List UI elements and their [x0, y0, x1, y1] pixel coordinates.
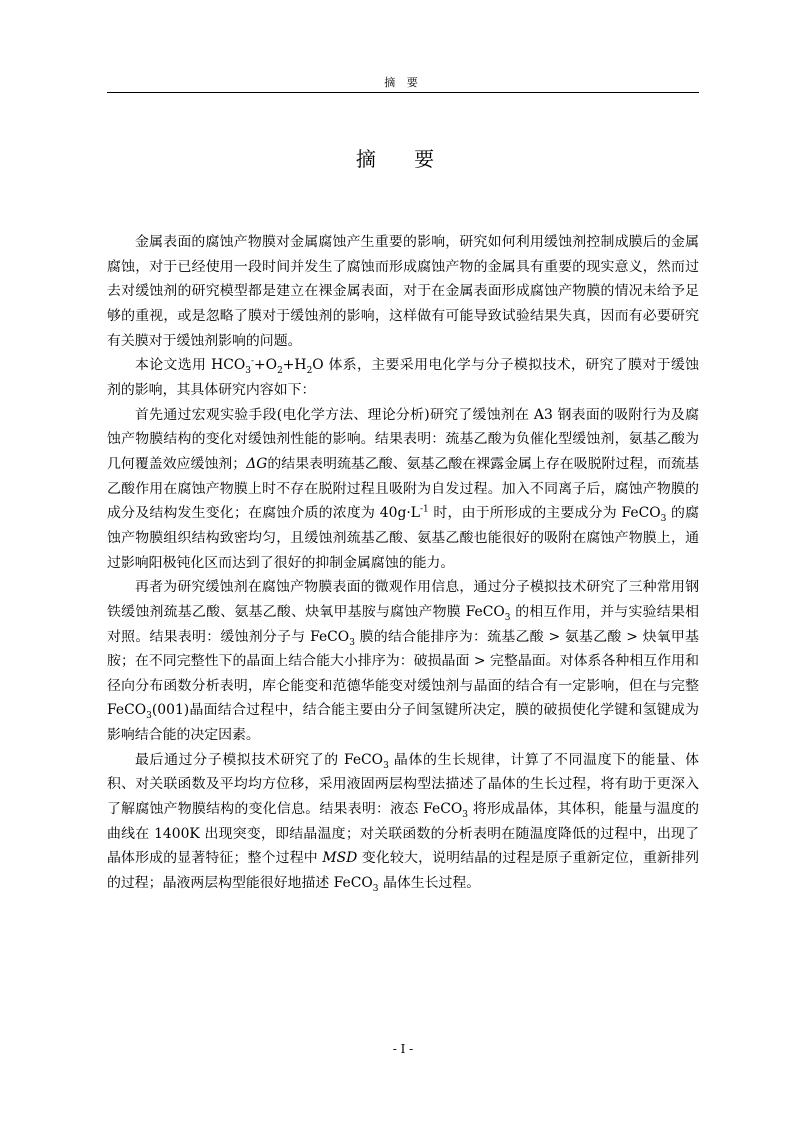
paragraph-1: 金属表面的腐蚀产物膜对金属腐蚀产生重要的影响，研究如何利用缓蚀剂控制成膜后的金属腐蚀，对于已经使用一段时间并发生了腐蚀而形成腐蚀产物的金属具有重要的现实意义，然而过去对缓蚀剂的研究模型都是建立在裸金属表面，对于在金属表面形成腐蚀产物膜的情况未给予足够的重视，或是忽略了膜对于缓蚀剂的影响，这样做有可能导致试验结果失真，因而有必要研究有关膜对于缓蚀剂影响的问题。	[107, 234, 699, 349]
paragraph-4: 再者为研究缓蚀剂在腐蚀产物膜表面的微观作用信息，通过分子模拟技术研究了三种常用钢铁缓蚀剂巯基乙酸、氨基乙酸、炔氧甲基胺与腐蚀产物膜 FeCO$_3$ 的相互作用，并与实验结果相对照。结果表明：缓蚀剂分子与 FeCO$_3$ 膜的结合能排序为：巯基乙酸 > 氨基乙酸 > 炔氧甲基胺；在不同完整性下的晶面上结合能大小排序为：破损晶面 > 完整晶面。对体系各种相互作用和径向分布函数分析表明，库仑能变和范德华能变对缓蚀剂与晶面的结合有一定影响，但在与完整 FeCO$_3$(001)晶面结合过程中，结合能主要由分子间氢键所决定，膜的破损使化学键和氢键成为影响结合能的决定因素。	[107, 579, 699, 744]
paragraph-2: 本论文选用 $HCO_3^-+O_2+H_2O$ 体系，主要采用电化学与分子模拟技术，研究了膜对于缓蚀剂的影响，其具体研究内容如下：	[107, 356, 699, 398]
running-header: 摘 要	[384, 76, 422, 89]
page-number: - I -	[392, 1042, 414, 1056]
paragraph-5: 最后通过分子模拟技术研究了的 FeCO$_3$ 晶体的生长规律，计算了不同温度下的能量、体积、对关联函数及平均均方位移，采用液固两层构型法描述了晶体的生长过程，将有助于更深入了解腐蚀产物膜结构的变化信息。结果表明：液态 FeCO$_3$ 将形成晶体，其体积，能量与温度的曲线在 1400K 出现突变，即结晶温度；对关联函数的分析表明在随温度降低的过程中，出现了晶体形成的显著特征；整个过程中 MSD 变化较大，说明结晶的过程是原子重新定位，重新排列的过程；晶液两层构型能很好地描述 FeCO$_3$ 晶体生长过程。	[107, 751, 699, 894]
header-rule	[107, 92, 699, 93]
page-title: 摘 要	[355, 147, 451, 171]
paragraph-3: 首先通过宏观实验手段(电化学方法、理论分析)研究了缓蚀剂在 A3 钢表面的吸附行为及腐蚀产物膜结构的变化对缓蚀剂性能的影响。结果表明：巯基乙酸为负催化型缓蚀剂，氨基乙酸为几何覆盖效应缓蚀剂；ΔG的结果表明巯基乙酸、氨基乙酸在裸露金属上存在吸脱附过程，而巯基乙酸作用在腐蚀产物膜上时不存在脱附过程且吸附为自发过程。加入不同离子后，腐蚀产物膜的成分及结构发生变化；在腐蚀介质的浓度为 $40g\cdot L^{-1}$ 时，由于所形成的主要成分为 FeCO$_3$ 的腐蚀产物膜组织结构致密均匀，且缓蚀剂巯基乙酸、氨基乙酸也能很好的吸附在腐蚀产物膜上，通过影响阳极钝化区而达到了很好的抑制金属腐蚀的能力。	[107, 406, 700, 571]
abstract-body	[107, 230, 699, 896]
